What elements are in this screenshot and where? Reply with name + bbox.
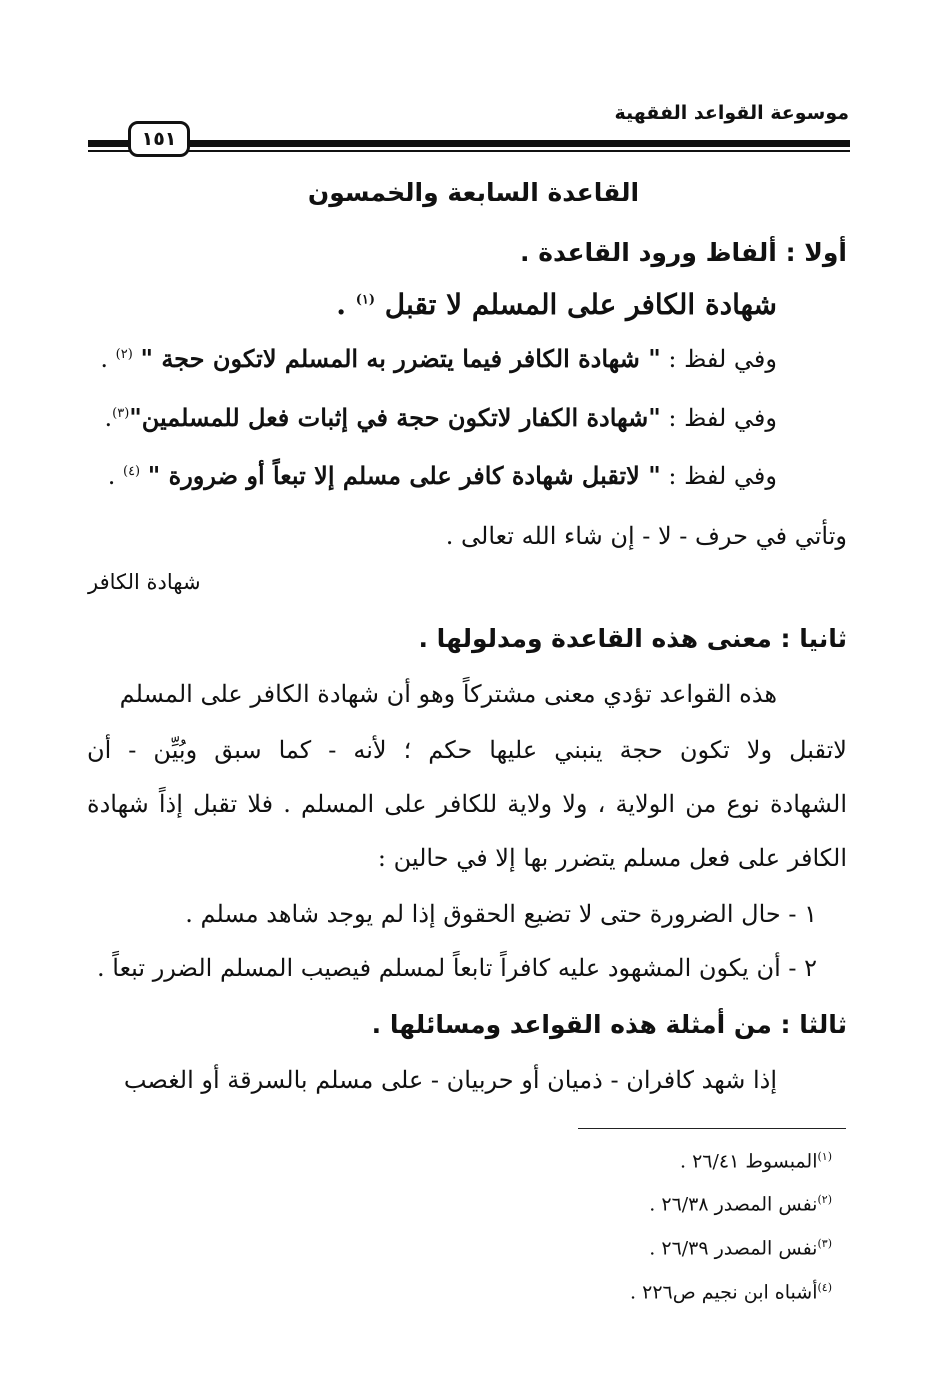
footnote-4 [630,1281,832,1303]
footnote-num-4: (٤) [817,1281,832,1294]
footnote-text-3: نفس المصدر ٢٦/٣٩ . [649,1237,818,1260]
section2-heading: ثانيا : معنى هذه القاعدة ومدلولها . [418,624,847,653]
footnote-1 [680,1150,832,1172]
variant-text-3: " لاتقبل شهادة كافر على مسلم إلا تبعاً أو ضرورة " [147,461,661,490]
footnote-num-3: (٣) [817,1237,832,1250]
example-line-1: إذا شهد كافران - ذميان أو حربيان - على مسلم بالسرقة أو الغصب [123,1066,777,1094]
paragraph-line-2: لاتقبل ولا تكون حجة ينبني عليها حكم ؛ لأنه - كما سبق وبُيِّن - أن [87,736,847,764]
footnote-2 [649,1193,832,1215]
variant-text-2: "شهادة الكفار لاتكون حجة في إثبات فعل للمسلمين" [129,403,661,432]
variant-prefix-2: وفي لفظ : [660,404,777,432]
rule-title: القاعدة السابعة والخمسون [307,178,640,207]
main-rule-text: شهادة الكافر على المسلم لا تقبل [384,288,777,321]
footnote-3 [649,1237,832,1259]
footnote-text-4: أشباه ابن نجيم ص٢٢٦ . [630,1281,818,1304]
footnote-separator [578,1128,846,1129]
variant-line-1 [100,345,777,374]
header-rule-thin [88,150,850,152]
book-title: موسوعة القواعد الفقهية [614,102,849,124]
section3-heading: ثالثا : من أمثلة هذه القواعد ومسائلها . [371,1010,847,1039]
paragraph-line-4: الكافر على فعل مسلم يتضرر بها إلا في حالين : [377,844,847,872]
footnote-num-1: (١) [817,1150,832,1163]
footnote-text-1: المبسوط ٢٦/٤١ . [679,1150,818,1173]
main-rule-line [336,288,777,322]
page-number: ١٥١ [141,128,177,150]
case-item-2: ٢ - أن يكون المشهود عليه كافراً تابعاً لمسلم فيصيب المسلم الضرر تبعاً . [97,954,817,982]
variant-end-1: . [100,345,116,373]
variant-prefix-1: وفي لفظ : [660,345,777,373]
footnote-ref-3: (٣) [112,406,130,421]
case-item-1: ١ - حال الضرورة حتى لا تضيع الحقوق إذا لم يوجد شاهد مسلم . [185,900,817,928]
variant-end-2: . [104,404,113,432]
footnote-ref-4: (٤) [122,464,141,479]
variant-line-3 [108,462,777,491]
variant-text-1: " شهادة الكافر فيما يتضرر به المسلم لاتكون حجة " [140,344,661,373]
paragraph-line-1: هذه القواعد تؤدي معنى مشتركاً وهو أن شهادة الكافر على المسلم [119,680,777,708]
header-rule-thick [88,140,850,147]
variant-line-2 [105,404,778,433]
margin-keyword: شهادة الكافر [88,570,201,594]
main-rule-end: . [336,288,356,321]
footnote-num-2: (٢) [817,1193,832,1206]
section1-heading: أولا : ألفاظ ورود القاعدة . [520,238,847,267]
see-also-line: وتأتي في حرف - لا - إن شاء الله تعالى . [445,522,847,550]
variant-prefix-3: وفي لفظ : [660,462,777,490]
page-number-badge [128,121,190,157]
paragraph-line-3: الشهادة نوع من الولاية ، ولا ولاية للكافر على المسلم . فلا تقبل إذاً شهادة [87,790,847,818]
footnote-ref-2: (٢) [115,347,133,362]
footnote-text-2: نفس المصدر ٢٦/٣٨ . [649,1193,818,1216]
footnote-ref-1: (١) [355,292,376,308]
variant-end-3: . [107,462,123,490]
